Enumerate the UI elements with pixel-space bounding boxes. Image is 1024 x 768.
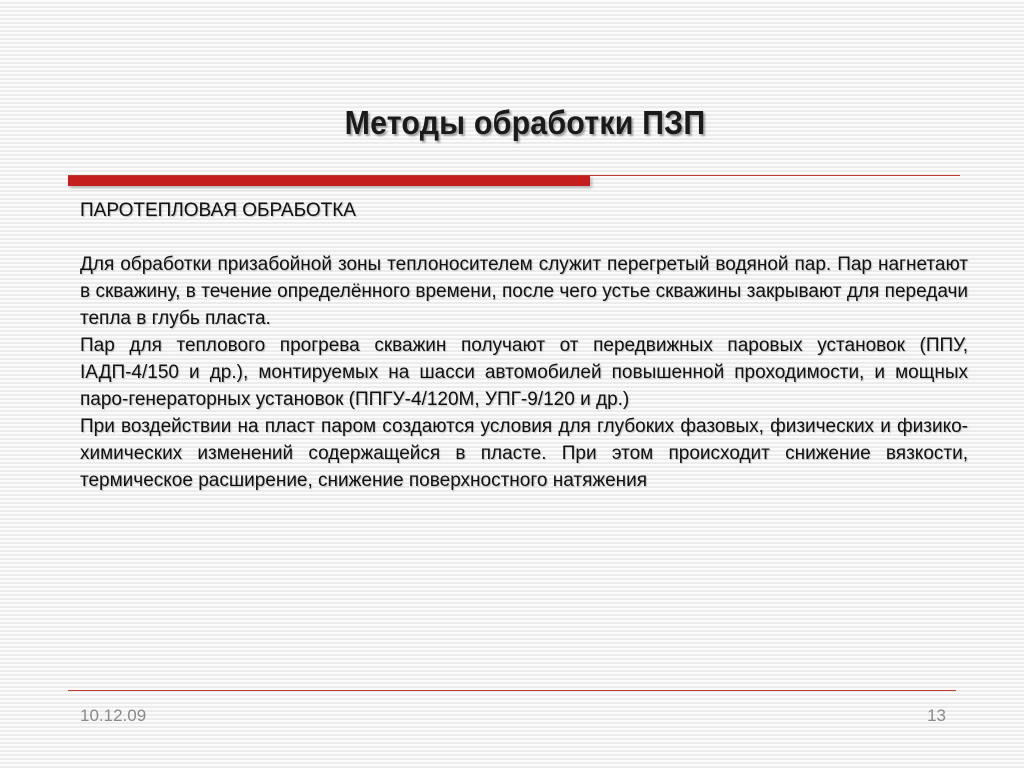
footer-date: 10.12.09 xyxy=(80,706,147,725)
footer-divider-line xyxy=(68,690,956,691)
page-number: 13 xyxy=(927,706,946,725)
body-paragraph: При воздействии на пласт паром создаются условия для глубоких фазовых, физических и физико-химических изменений содержащейся в пласте. При этом происходит снижение вязкости, термическое расширение, снижение поверхностного натяжения xyxy=(80,416,968,491)
section-heading: ПАРОТЕПЛОВАЯ ОБРАБОТКА xyxy=(80,200,356,221)
slide-title: Методы обработки ПЗП xyxy=(344,104,706,141)
slide-body xyxy=(80,197,968,494)
body-paragraph: Для обработки призабойной зоны теплоносителем служит перегретый водяной пар. Пар нагнетают в скважину, в течение определённого времени, после чего устье скважины закрывают для передачи тепла в глубь пласта. xyxy=(80,254,968,329)
blank-line xyxy=(80,224,968,251)
title-accent-bar xyxy=(68,176,590,186)
body-paragraph: Пар для теплового прогрева скважин получают от передвижных паровых установок (ППУ, ІАДП-4/150 и др.), монтируемых на шасси автомобилей повышенной проходимости, и мощных паро-генераторных установок (ППГУ-4/120М, УПГ-9/120 и др.) xyxy=(80,335,968,410)
